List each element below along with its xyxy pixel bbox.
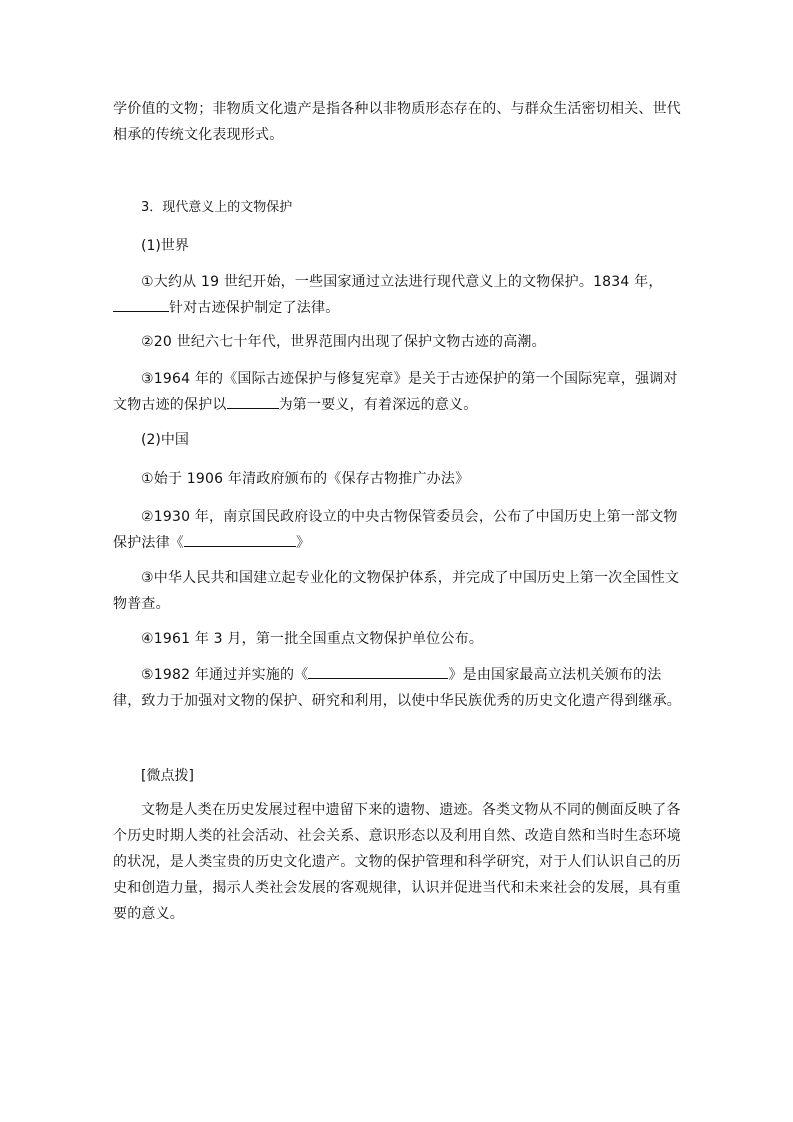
china-item-5-text-a: ⑤1982 年通过并实施的《 (141, 667, 309, 683)
section-heading: 3．现代意义上的文物保护 (141, 200, 293, 215)
world-item-1-text-b: 针对古迹保护制定了法律。 (169, 300, 340, 316)
intro-paragraph: 学价值的文物；非物质文化遗产是指各种以非物质形态存在的、与群众生活密切相关、世代相承的传统文化表现形式。 (113, 101, 681, 143)
china-item-3: ③中华人民共和国建立起专业化的文物保护体系，并完成了中国历史上第一次全国性文物普查。 (113, 570, 680, 612)
china-item-5 (113, 662, 685, 714)
fill-blank-1982-law[interactable] (308, 664, 448, 679)
china-item-2 (113, 504, 685, 556)
tip-label: [微点拨] (141, 768, 194, 784)
tip-paragraph: 文物是人类在历史发展过程中遗留下来的遗物、遗迹。各类文物从不同的侧面反映了各个历史时期人类的社会活动、社会关系、意识形态以及利用自然、改造自然和当时生态环境的状况，是人类宝贵的历史文化遗产。文物的保护管理和科学研究，对于人们认识自己的历史和创造力量，揭示人类社会发展的客观规律，认识并促进当代和未来社会的发展，具有重要的意义。 (113, 802, 681, 922)
fill-blank-charter-principle[interactable] (227, 394, 279, 409)
china-item-2-text-a: ②1930 年，南京国民政府设立的中央古物保管委员会，公布了中国历史上第一部文物保护法律《 (113, 509, 678, 551)
fill-blank-1834-country[interactable] (113, 297, 169, 312)
world-subheading: (1)世界 (141, 238, 189, 254)
world-item-3 (113, 366, 685, 418)
china-item-4: ④1961 年 3 月，第一批全国重点文物保护单位公布。 (141, 631, 484, 647)
china-item-2-text-b: 》 (296, 535, 311, 551)
world-item-1 (113, 269, 685, 321)
world-item-3-text-b: 为第一要义，有着深远的意义。 (278, 397, 478, 413)
china-item-5-text-b: 》是由国家最高立法机关颁布的法律，致力于加强对文物的保护、研究和利用，以使中华民族优秀的历史文化遗产得到继承。 (113, 667, 681, 709)
world-item-2: ②20 世纪六七十年代，世界范围内出现了保护文物古迹的高潮。 (141, 334, 546, 350)
china-item-1: ①始于 1906 年清政府颁布的《保存古物推广办法》 (141, 471, 470, 487)
world-item-1-text-a: ①大约从 19 世纪开始，一些国家通过立法进行现代意义上的文物保护。1834 年， (141, 274, 663, 290)
china-subheading: (2)中国 (141, 432, 189, 448)
world-item-3-text-a: ③1964 年的《国际古迹保护与修复宪章》是关于古迹保护的第一个国际宪章，强调对文物古迹的保护以 (113, 371, 678, 413)
fill-blank-1930-law[interactable] (184, 532, 296, 547)
